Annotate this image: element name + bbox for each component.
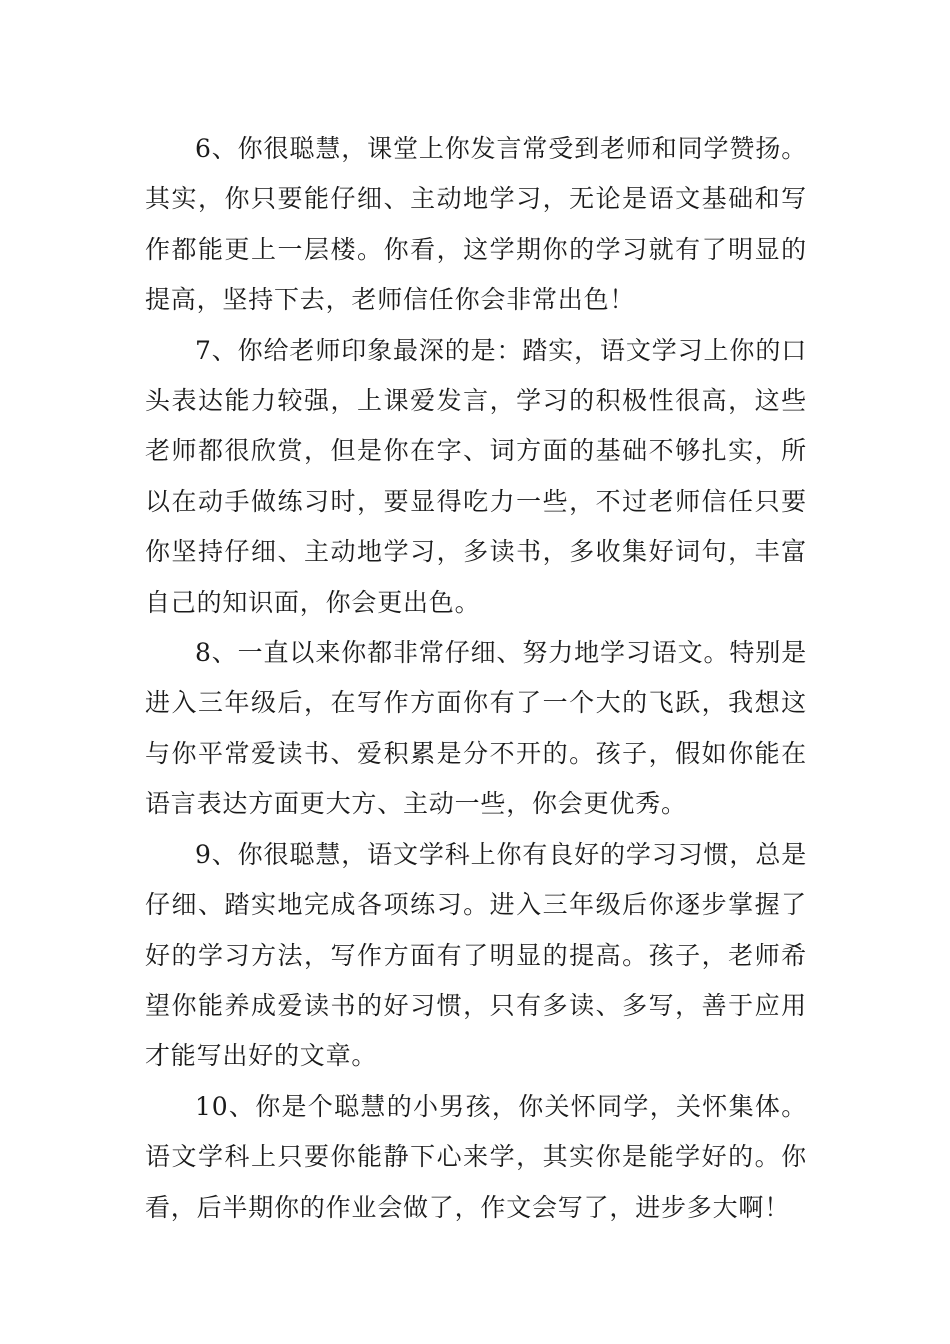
comment-paragraph-7: 7、你给老师印象最深的是：踏实，语文学习上你的口头表达能力较强，上课爱发言，学习的积极性很高，这些老师都很欣赏，但是你在字、词方面的基础不够扎实，所以在动手做练习时，要显得吃力一些，不过老师信任只要你坚持仔细、主动地学习，多读书，多收集好词句，丰富自己的知识面，你会更出色。 xyxy=(145,335,807,617)
document-body xyxy=(145,124,807,1233)
comment-paragraph-10: 10、你是个聪慧的小男孩，你关怀同学，关怀集体。语文学科上只要你能静下心来学，其实你是能学好的。你看，后半期你的作业会做了，作文会写了，进步多大啊！ xyxy=(145,1091,807,1222)
comment-paragraph-8: 8、一直以来你都非常仔细、努力地学习语文。特别是进入三年级后，在写作方面你有了一个大的飞跃，我想这与你平常爱读书、爱积累是分不开的。孩子，假如你能在语言表达方面更大方、主动一些，你会更优秀。 xyxy=(145,638,807,819)
comment-paragraph-9: 9、你很聪慧，语文学科上你有良好的学习习惯，总是仔细、踏实地完成各项练习。进入三年级后你逐步掌握了好的学习方法，写作方面有了明显的提高。孩子，老师希望你能养成爱读书的好习惯，只有多读、多写，善于应用才能写出好的文章。 xyxy=(145,839,807,1071)
comment-paragraph-6: 6、你很聪慧，课堂上你发言常受到老师和同学赞扬。其实，你只要能仔细、主动地学习，无论是语文基础和写作都能更上一层楼。你看，这学期你的学习就有了明显的提高，坚持下去，老师信任你会非常出色！ xyxy=(145,134,807,315)
